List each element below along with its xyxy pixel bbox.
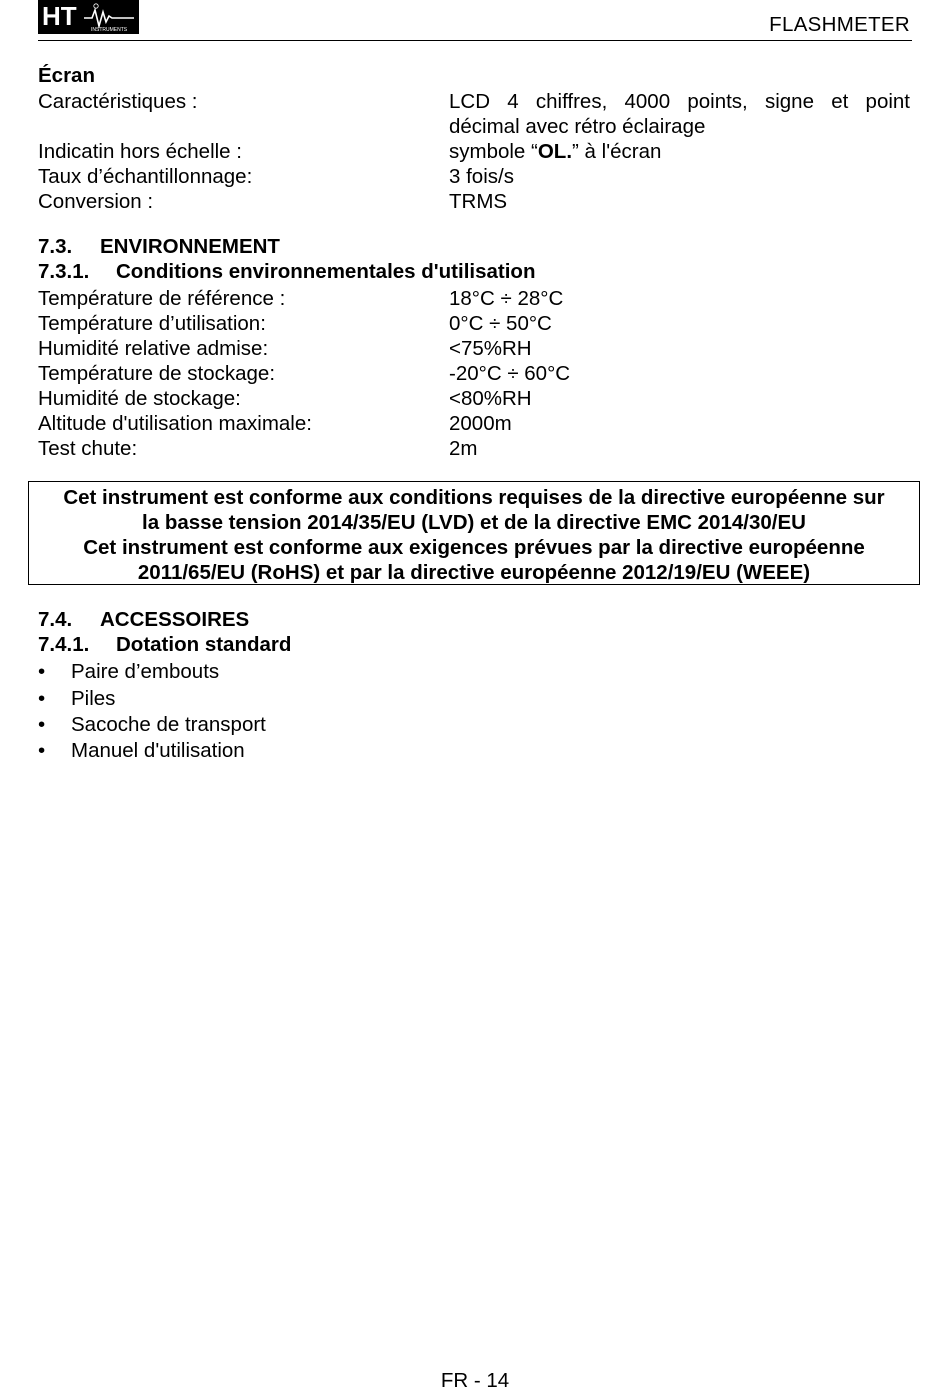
spec-label: Humidité de stockage: [38, 387, 241, 410]
subsection-title: Dotation standard [116, 633, 292, 656]
list-item-label: Manuel d'utilisation [71, 739, 245, 762]
section-number: 7.3. [38, 235, 73, 258]
spec-value: 3 fois/s [449, 165, 514, 188]
subsection-number: 7.3.1. [38, 260, 90, 283]
spec-value: 2000m [449, 412, 512, 435]
spec-value-line: décimal avec rétro éclairage [449, 115, 706, 138]
spec-label: Température d’utilisation: [38, 312, 266, 335]
list-item [38, 686, 115, 711]
page-number: FR - 14 [440, 1369, 510, 1392]
notice-line: Cet instrument est conforme aux conditions requises de la directive européenne sur [63, 486, 885, 509]
section-heading [38, 607, 249, 632]
document-title: FLASHMETER [769, 13, 910, 36]
spec-value-line: LCD 4 chiffres, 4000 points, signe et point [449, 90, 910, 113]
spec-value-part: ” à l'écran [572, 140, 662, 163]
spec-value: TRMS [449, 190, 508, 213]
svg-text:HT: HT [42, 1, 77, 31]
bullet-icon: • [38, 713, 46, 736]
bullet-icon: • [38, 739, 46, 762]
notice-line: la basse tension 2014/35/EU (LVD) et de la directive EMC 2014/30/EU [142, 511, 806, 534]
subsection-title: Conditions environnementales d'utilisation [116, 260, 536, 283]
spec-value: <80%RH [449, 387, 532, 410]
spec-label: Température de stockage: [38, 362, 276, 385]
section-title: ENVIRONNEMENT [100, 235, 280, 258]
spec-value: 2m [449, 437, 478, 460]
spec-value-part: symbole “ [449, 140, 538, 163]
spec-value: <75%RH [449, 337, 532, 360]
list-item-label: Paire d’embouts [71, 660, 220, 683]
ht-logo-icon [38, 0, 139, 34]
spec-value [449, 139, 661, 164]
notice-line: 2011/65/EU (RoHS) et par la directive européenne 2012/19/EU (WEEE) [137, 561, 811, 584]
display-heading: Écran [38, 64, 95, 87]
spec-label: Température de référence : [38, 287, 286, 310]
spec-value: 0°C ÷ 50°C [449, 312, 552, 335]
spec-label: Indicatin hors échelle : [38, 140, 242, 163]
brand-logo [38, 0, 139, 34]
spec-value: -20°C ÷ 60°C [449, 362, 571, 385]
section-title: ACCESSOIRES [100, 608, 250, 631]
list-item [38, 738, 245, 763]
section-heading [38, 234, 280, 259]
spec-label: Conversion : [38, 190, 154, 213]
spec-label: Taux d’échantillonnage: [38, 165, 253, 188]
list-item-label: Sacoche de transport [71, 713, 266, 736]
compliance-notice [28, 481, 920, 585]
overload-symbol: OL. [537, 140, 573, 163]
subsection-number: 7.4.1. [38, 633, 90, 656]
spec-label: Altitude d'utilisation maximale: [38, 412, 312, 435]
subsection-heading [38, 259, 535, 284]
header-divider [38, 40, 912, 41]
subsection-heading [38, 632, 291, 657]
spec-value: 18°C ÷ 28°C [449, 287, 564, 310]
spec-label: Humidité relative admise: [38, 337, 269, 360]
list-item-label: Piles [71, 687, 116, 710]
section-number: 7.4. [38, 608, 73, 631]
list-item [38, 712, 266, 737]
notice-line: Cet instrument est conforme aux exigences prévues par la directive européenne [83, 536, 865, 559]
bullet-icon: • [38, 687, 46, 710]
spec-label: Caractéristiques : [38, 90, 198, 113]
svg-text:INSTRUMENTS: INSTRUMENTS [91, 27, 128, 33]
bullet-icon: • [38, 660, 46, 683]
spec-label: Test chute: [38, 437, 138, 460]
spec-value [449, 89, 910, 139]
list-item [38, 659, 219, 684]
